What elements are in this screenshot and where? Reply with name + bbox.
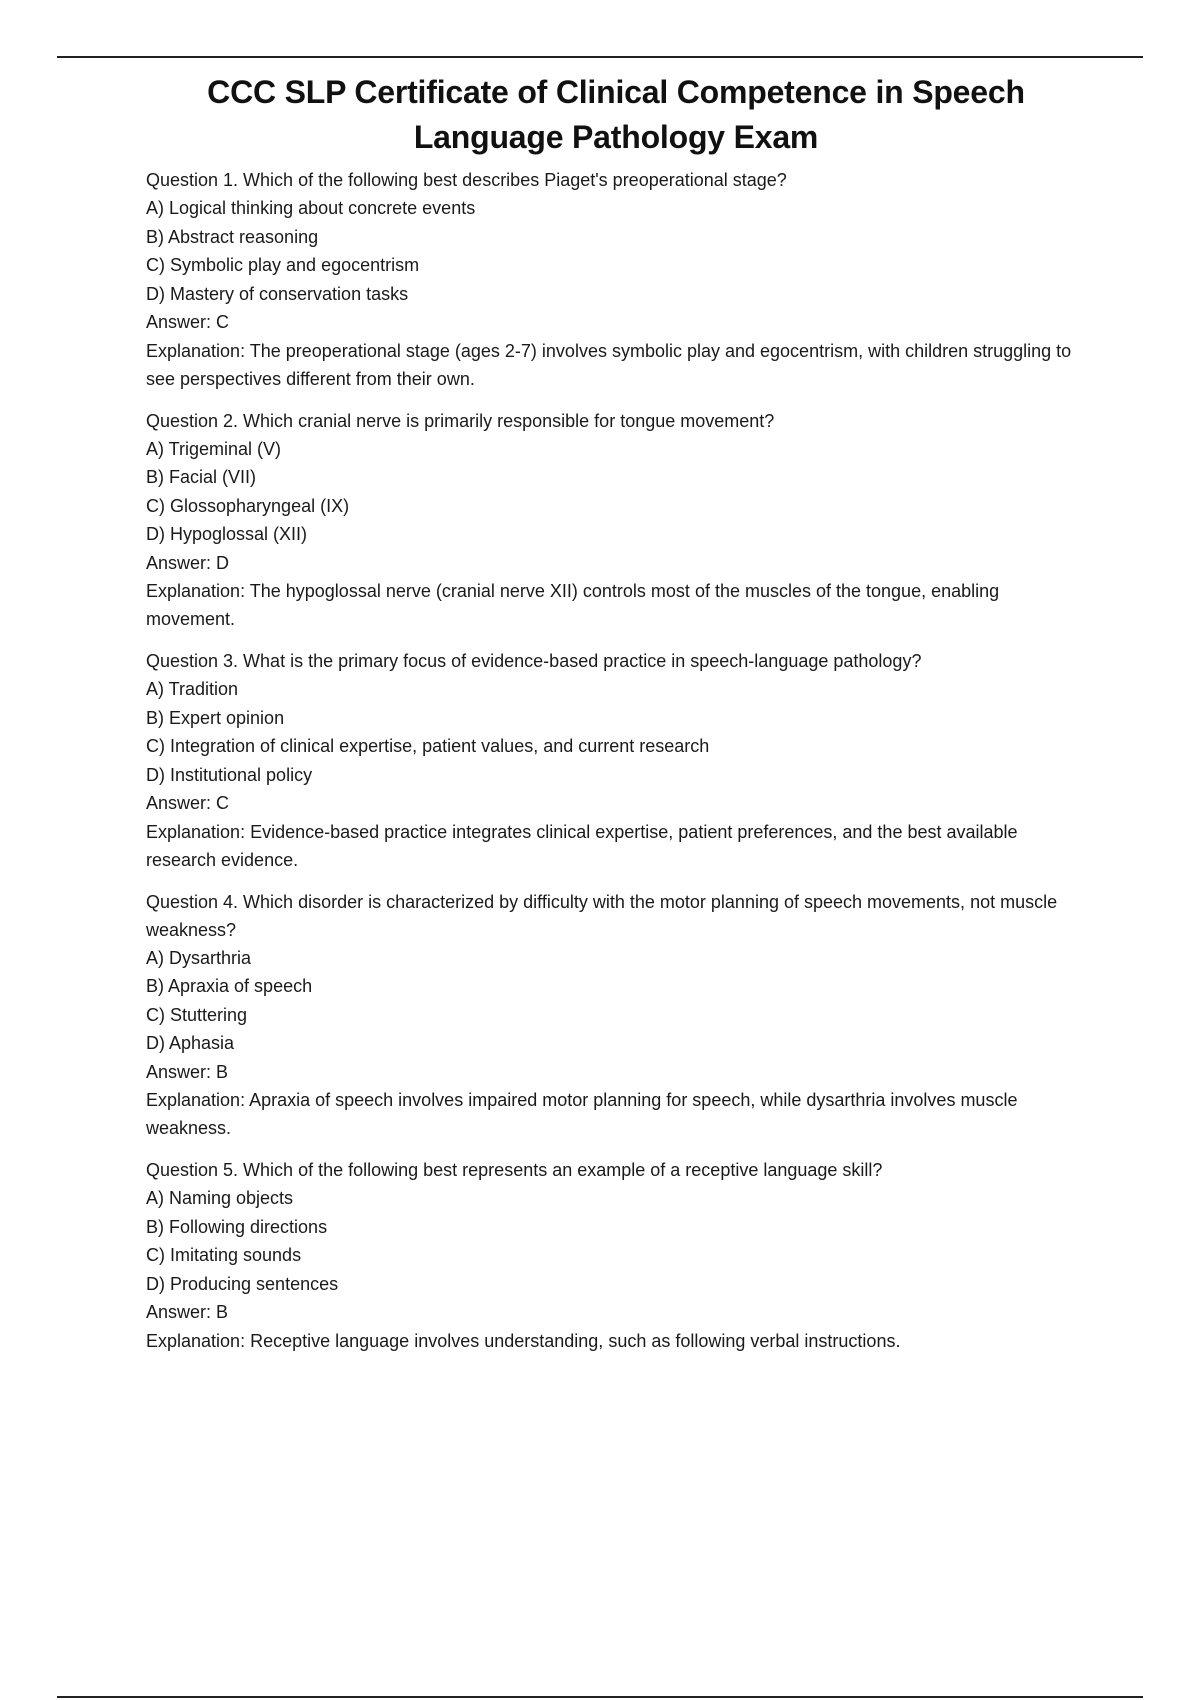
- question-text: Question 1. Which of the following best describes Piaget's preoperational stage?: [146, 170, 787, 190]
- document-page: [146, 70, 1086, 1369]
- question-block: [146, 888, 1086, 1143]
- question-text: Question 5. Which of the following best represents an example of a receptive language skill?: [146, 1160, 883, 1180]
- question-text: Question 2. Which cranial nerve is primarily responsible for tongue movement?: [146, 410, 775, 431]
- answer-key: Answer: B: [146, 1302, 229, 1322]
- explanation-text: Explanation: Evidence-based practice integrates clinical expertise, patient preferences, and the best available research evidence.: [146, 821, 1018, 870]
- answer-option: A) Trigeminal (V): [146, 438, 282, 459]
- answer-key: Answer: D: [146, 552, 230, 573]
- answer-option: D) Institutional policy: [146, 764, 313, 785]
- top-divider: [57, 56, 1143, 58]
- question-text: Question 3. What is the primary focus of evidence-based practice in speech-language pathology?: [146, 651, 922, 671]
- answer-key: Answer: C: [146, 793, 230, 813]
- answer-key: Answer: B: [146, 1061, 229, 1082]
- answer-option: B) Following directions: [146, 1216, 328, 1237]
- question-block: [146, 407, 1086, 634]
- answer-option: A) Naming objects: [146, 1188, 294, 1208]
- answer-option: D) Hypoglossal (XII): [146, 524, 308, 544]
- answer-option: B) Abstract reasoning: [146, 226, 319, 247]
- document-title: CCC SLP Certificate of Clinical Competence in Speech Language Pathology Exam: [207, 74, 1025, 155]
- answer-option: B) Apraxia of speech: [146, 976, 313, 996]
- answer-key: Answer: C: [146, 312, 230, 332]
- answer-option: B) Facial (VII): [146, 467, 257, 487]
- answer-option: C) Glossopharyngeal (IX): [146, 495, 350, 516]
- answer-option: D) Producing sentences: [146, 1273, 339, 1294]
- answer-option: C) Integration of clinical expertise, patient values, and current research: [146, 736, 710, 756]
- explanation-text: Explanation: Apraxia of speech involves impaired motor planning for speech, while dysarthria involves muscle weakness.: [146, 1090, 1018, 1138]
- question-text: Question 4. Which disorder is characterized by difficulty with the motor planning of speech movements, not muscle weakness?: [146, 891, 1058, 940]
- answer-option: C) Symbolic play and egocentrism: [146, 255, 420, 275]
- question-block: [146, 1156, 1086, 1355]
- answer-option: A) Tradition: [146, 679, 239, 699]
- answer-option: D) Mastery of conservation tasks: [146, 283, 409, 304]
- answer-option: C) Stuttering: [146, 1004, 248, 1025]
- answer-option: D) Aphasia: [146, 1033, 235, 1053]
- answer-option: C) Imitating sounds: [146, 1245, 302, 1265]
- bottom-divider: [57, 1696, 1143, 1698]
- answer-option: B) Expert opinion: [146, 707, 285, 728]
- explanation-text: Explanation: The preoperational stage (ages 2-7) involves symbolic play and egocentrism, with children struggling to see perspectives different from their own.: [146, 340, 1072, 389]
- explanation-text: Explanation: Receptive language involves understanding, such as following verbal instructions.: [146, 1330, 901, 1351]
- answer-option: A) Logical thinking about concrete events: [146, 198, 476, 218]
- explanation-text: Explanation: The hypoglossal nerve (cranial nerve XII) controls most of the muscles of the tongue, enabling movement.: [146, 581, 1000, 629]
- question-block: [146, 166, 1086, 393]
- answer-option: A) Dysarthria: [146, 947, 252, 968]
- question-block: [146, 647, 1086, 874]
